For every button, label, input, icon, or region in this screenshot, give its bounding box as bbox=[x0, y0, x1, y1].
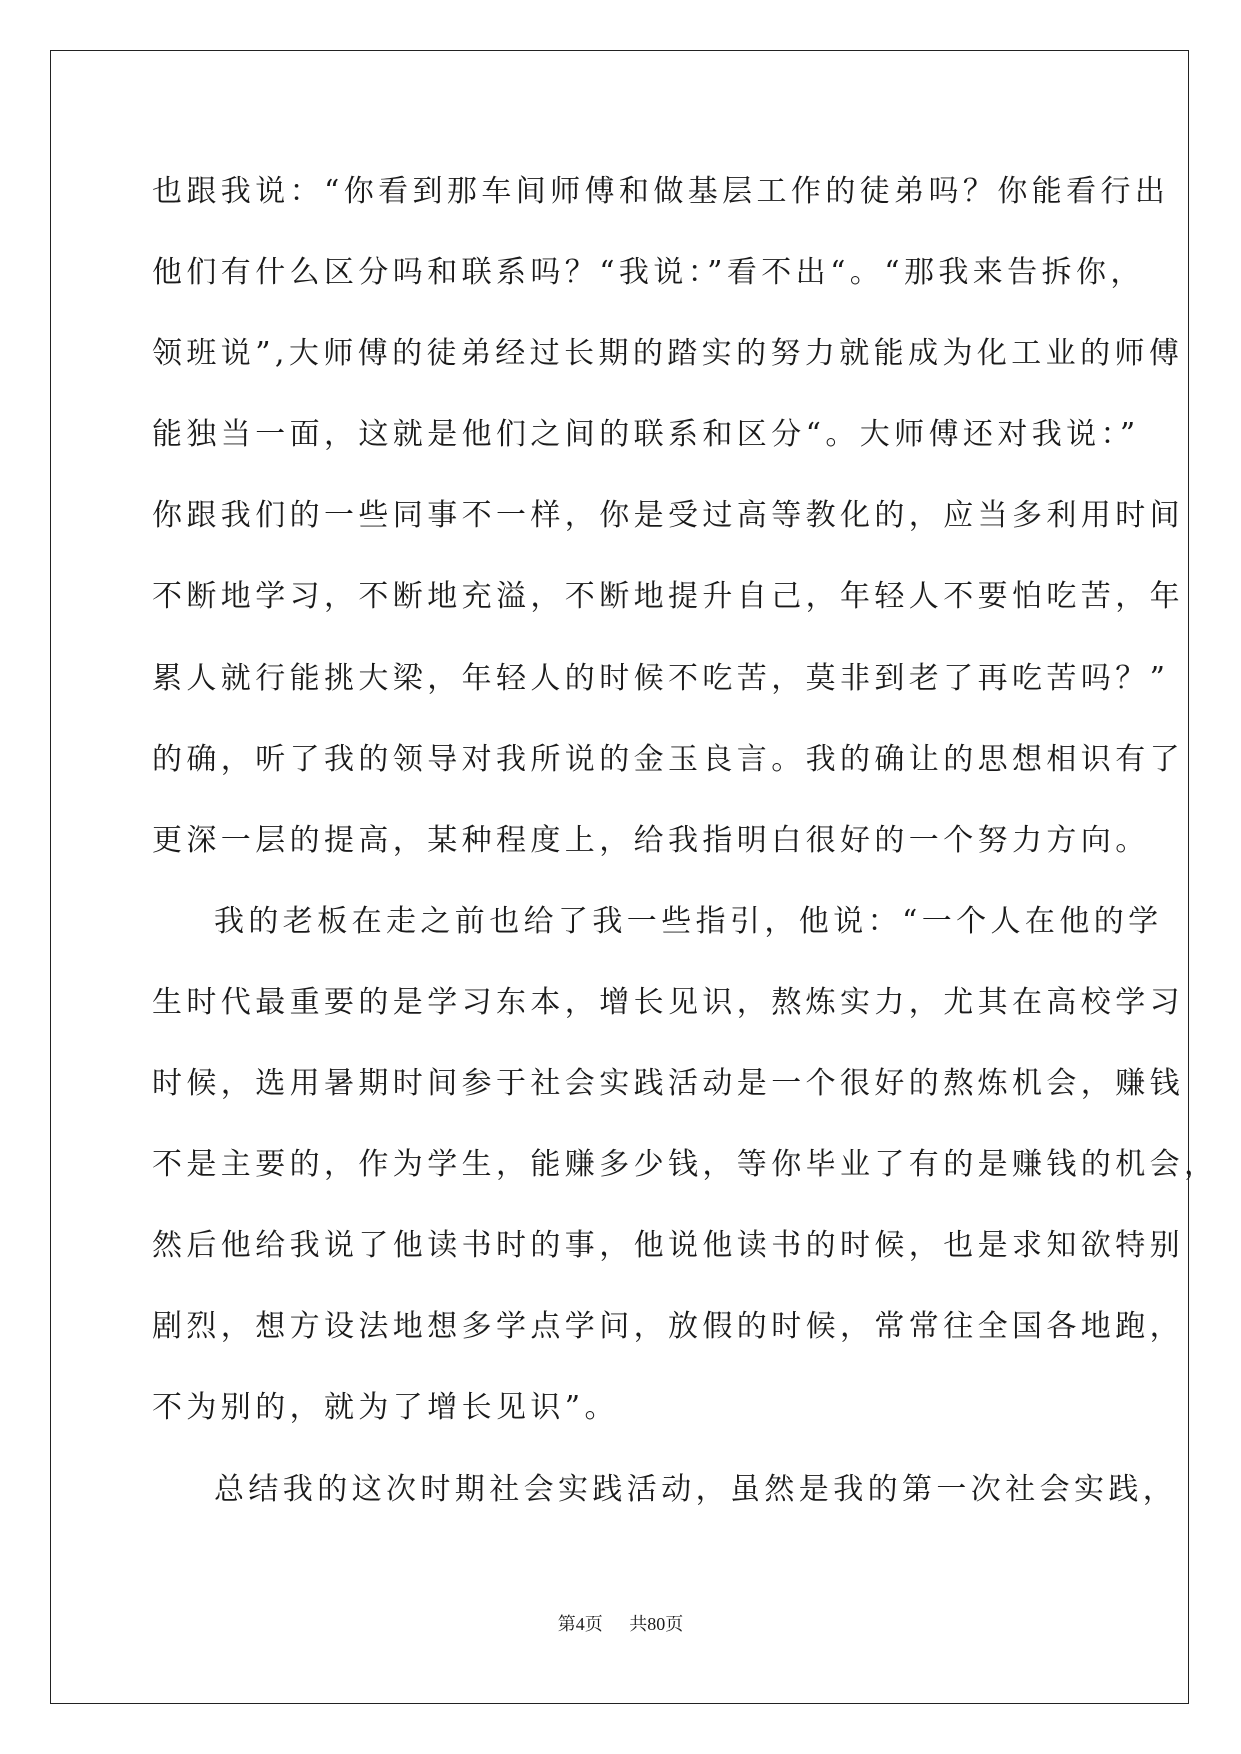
text-line: 剧烈，想方设法地想多学点学问，放假的时候，常常往全国各地跑， bbox=[152, 1309, 1184, 1345]
text-line: 他们有什么区分吗和联系吗？“我说：”看不出“。“那我来告拆你， bbox=[152, 255, 1145, 291]
paragraph-start-line: 总结我的这次时期社会实践活动，虽然是我的第一次社会实践， bbox=[214, 1471, 1178, 1507]
page-footer bbox=[0, 1612, 1241, 1636]
document-body bbox=[152, 160, 1219, 1539]
total-page-count: 共80页 bbox=[629, 1614, 684, 1634]
text-line: 生时代最重要的是学习东本，增长见识，熬炼实力，尤其在高校学习 bbox=[152, 984, 1184, 1020]
text-line: 不断地学习，不断地充溢，不断地提升自己，年轻人不要怕吃苦，年 bbox=[152, 579, 1184, 615]
text-line: 然后他给我说了他读书时的事，他说他读书的时候，也是求知欲特别 bbox=[152, 1228, 1184, 1264]
text-line: 不为别的，就为了增长见识”。 bbox=[152, 1390, 619, 1426]
text-line: 也跟我说：“你看到那车间师傅和做基层工作的徒弟吗？你能看行出 bbox=[152, 174, 1170, 209]
current-page-number: 第4页 bbox=[557, 1614, 603, 1634]
text-line: 领班说”,大师傅的徒弟经过长期的踏实的努力就能成为化工业的师傅 bbox=[152, 336, 1184, 372]
text-line: 能独当一面，这就是他们之间的联系和区分“。大师傅还对我说：” bbox=[152, 417, 1140, 453]
text-line: 的确，听了我的领导对我所说的金玉良言。我的确让的思想相识有了 bbox=[152, 741, 1184, 777]
text-line: 更深一层的提高，某种程度上，给我指明白很好的一个努力方向。 bbox=[152, 822, 1150, 858]
paragraph-start-line: 我的老板在走之前也给了我一些指引，他说：“一个人在他的学 bbox=[214, 903, 1163, 939]
text-line: 累人就行能挑大梁，年轻人的时候不吃苦，莫非到老了再吃苦吗？” bbox=[152, 660, 1170, 696]
text-line: 时候，选用暑期时间参于社会实践活动是一个很好的熬炼机会，赚钱 bbox=[152, 1066, 1184, 1102]
text-line: 你跟我们的一些同事不一样，你是受过高等教化的，应当多利用时间 bbox=[152, 498, 1184, 534]
text-line: 不是主要的，作为学生，能赚多少钱，等你毕业了有的是赚钱的机会， bbox=[152, 1147, 1219, 1183]
